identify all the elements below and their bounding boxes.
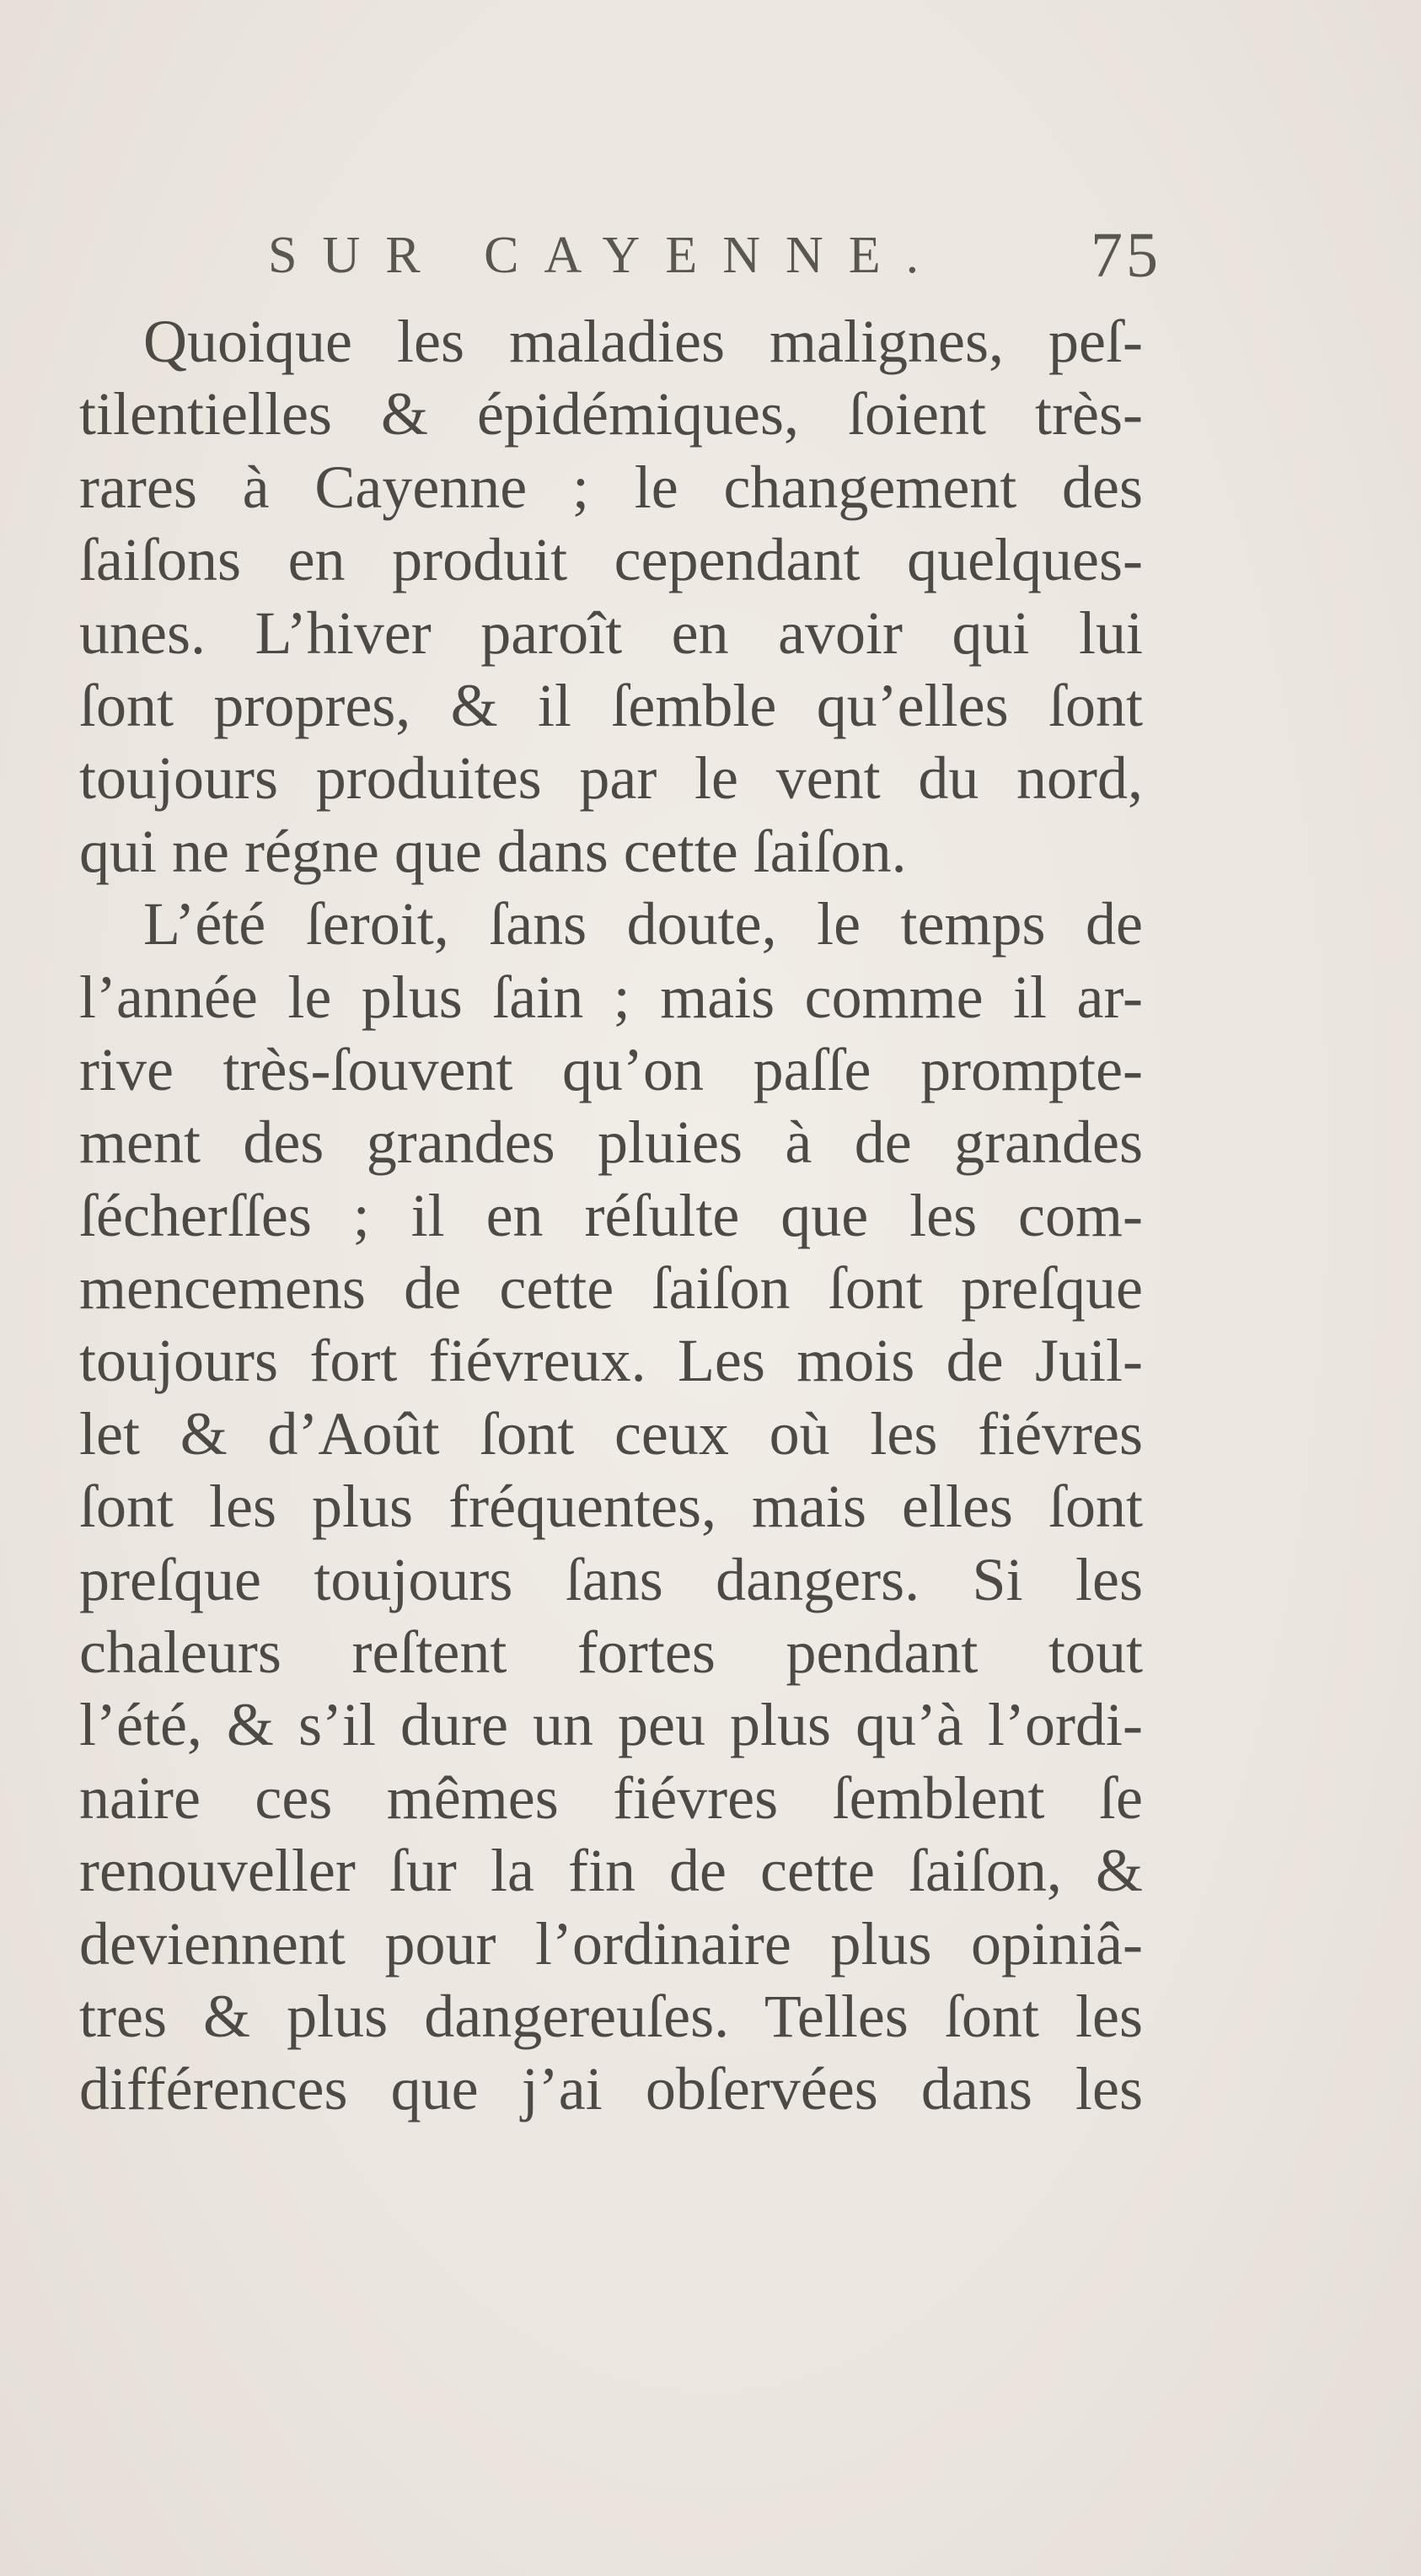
text-line: naire ces mêmes fiévres ſemblent ſe [79, 1763, 1143, 1832]
body-text [79, 305, 1143, 2126]
running-head-title: SUR CAYENNE. [268, 227, 945, 284]
text-line: l’été, & s’il dure un peu plus qu’à l’ordi- [79, 1691, 1143, 1759]
text-line: Quoique les maladies malignes, peſ- [143, 308, 1143, 375]
text-line: toujours fort fiévreux. Les mois de Juil- [79, 1327, 1143, 1395]
text-line: rares à Cayenne ; le changement des [79, 453, 1143, 521]
text-line: tres & plus dangereuſes. Telles ſont les [79, 1982, 1143, 2050]
text-line: ſaiſons en produit cependant quelques- [79, 526, 1143, 594]
text-line: ment des grandes pluies à de grandes [79, 1108, 1143, 1177]
text-line: tilentielles & épidémiques, ſoient très- [79, 380, 1143, 448]
text-line: l’année le plus ſain ; mais comme il ar- [79, 963, 1143, 1031]
text-line: preſque toujours ſans dangers. Si les [79, 1545, 1143, 1613]
text-line: ſont propres, & il ſemble qu’elles ſont [79, 671, 1143, 739]
text-line: rive très-ſouvent qu’on paſſe prompte- [79, 1035, 1143, 1103]
text-line: deviennent pour l’ordinaire plus opiniâ- [79, 1909, 1143, 1978]
text-line: unes. L’hiver paroît en avoir qui lui [79, 598, 1143, 667]
running-head [268, 209, 1161, 302]
text-line: L’été ſeroit, ſans doute, le temps de [143, 890, 1143, 958]
text-line: ſont les plus fréquentes, mais elles ſont [79, 1473, 1143, 1541]
text-line: let & d’Août ſont ceux où les fiévres [79, 1399, 1143, 1468]
text-line: chaleurs reſtent fortes pendant tout [79, 1618, 1143, 1687]
text-line: différences que j’ai obſervées dans les [79, 2055, 1143, 2123]
text-line: renouveller ſur la fin de cette ſaiſon, & [79, 1837, 1143, 1905]
text-line: mencemens de cette ſaiſon ſont preſque [79, 1254, 1143, 1323]
text-line: ſécherſſes ; il en réſulte que les com- [79, 1181, 1143, 1249]
text-line: qui ne régne que dans cette ſaiſon. [79, 817, 907, 885]
page-number: 75 [1091, 220, 1161, 291]
text-line: toujours produites par le vent du nord, [79, 744, 1143, 813]
